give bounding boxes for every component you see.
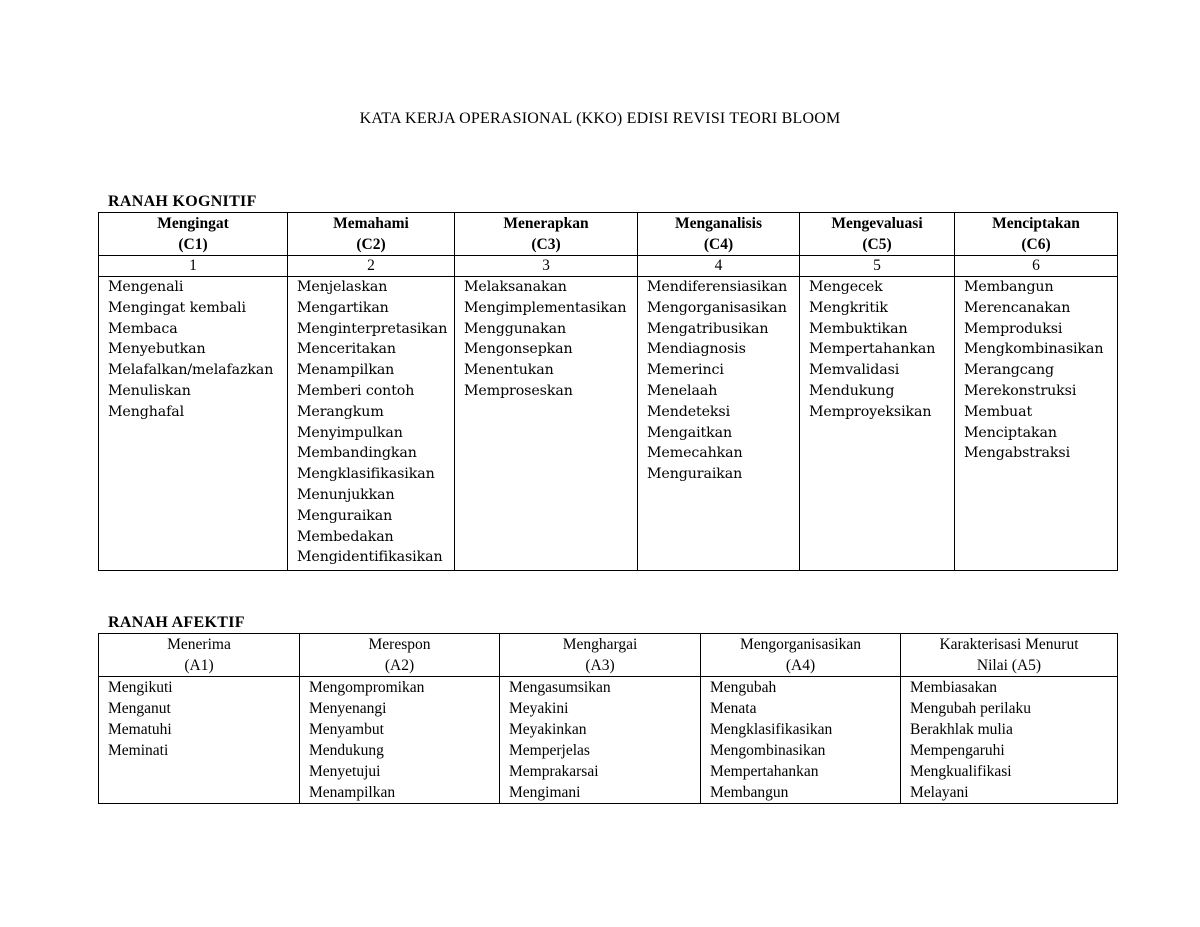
verb-item: Memproyeksikan: [809, 403, 932, 420]
verb-item: Mematuhi: [108, 721, 172, 738]
verb-item: Mengubah: [710, 679, 777, 696]
level-code: (C5): [862, 236, 892, 253]
verb-item: Melaksanakan: [464, 279, 567, 295]
column-number: 6: [955, 256, 1118, 277]
verb-item: Menguraikan: [297, 507, 393, 524]
verb-item: Merencanakan: [964, 299, 1071, 316]
level-code: (C4): [703, 236, 734, 253]
verb-item: Mengklasifikasikan: [297, 466, 435, 483]
afektif-verbs-row: [99, 677, 1118, 804]
verb-item: Mengkualifikasi: [910, 763, 1012, 780]
verb-item: Mengidentifikasikan: [297, 549, 443, 566]
afektif-section-heading: RANAH AFEKTIF: [108, 614, 245, 631]
verb-item: Menciptakan: [964, 424, 1057, 441]
verb-item: Menginterpretasikan: [297, 320, 448, 337]
verb-list-c5: [800, 277, 955, 571]
verb-item: Menelaah: [647, 382, 718, 399]
verb-item: Memvalidasi: [809, 362, 900, 379]
verb-item: Membiasakan: [910, 679, 997, 696]
verb-item: Mengkombinasikan: [964, 341, 1104, 358]
verb-item: Mengatribusikan: [647, 320, 769, 337]
verb-item: Meyakini: [509, 700, 569, 717]
verb-item: Membuktikan: [809, 320, 908, 337]
verb-list-a2: [300, 677, 500, 804]
verb-item: Berakhlak mulia: [910, 721, 1013, 738]
verb-item: Mengubah perilaku: [910, 700, 1031, 717]
kognitif-verbs-row: [99, 277, 1118, 571]
level-code: (A4): [785, 657, 816, 674]
verb-item: Membaca: [108, 320, 178, 337]
kognitif-header-c2: [288, 213, 455, 256]
verb-item: Menampilkan: [309, 784, 396, 801]
afektif-header-row: [99, 634, 1118, 677]
verb-item: Meminati: [108, 742, 169, 759]
verb-item: Membandingkan: [297, 445, 417, 462]
verb-list-c1: [99, 277, 288, 571]
level-code: Nilai (A5): [976, 657, 1042, 674]
afektif-header-a1: [99, 634, 300, 677]
verb-item: Menunjukkan: [297, 486, 395, 503]
level-name: Mengevaluasi: [831, 215, 923, 232]
verb-list-c6: [955, 277, 1118, 571]
verb-item: Menyambut: [309, 721, 384, 738]
verb-item: Mengartikan: [297, 299, 389, 316]
verb-item: Mengimplementasikan: [464, 299, 627, 316]
level-name: Menganalisis: [675, 215, 762, 232]
verb-item: Merangkum: [297, 403, 384, 420]
column-number: 5: [800, 256, 955, 277]
verb-item: Menata: [710, 700, 757, 717]
page-title: KATA KERJA OPERASIONAL (KKO) EDISI REVISI TEORI BLOOM: [359, 110, 841, 127]
verb-item: Mengompromikan: [309, 679, 425, 696]
level-code: (C6): [1021, 236, 1051, 253]
verb-item: Menyimpulkan: [297, 424, 403, 441]
verb-item: Memprakarsai: [509, 763, 599, 780]
verb-item: Mengabstraksi: [964, 445, 1071, 462]
verb-item: Menuliskan: [108, 382, 191, 399]
verb-item: Memproduksi: [964, 320, 1063, 337]
verb-item: Mengonsepkan: [464, 341, 573, 358]
verb-item: Mempengaruhi: [910, 742, 1005, 759]
column-number: 1: [99, 256, 288, 277]
afektif-header-a4: [701, 634, 901, 677]
verb-item: Menceritakan: [297, 341, 396, 358]
level-code: (C1): [178, 236, 208, 253]
verb-item: Mengingat kembali: [108, 299, 246, 316]
level-code: (C2): [356, 236, 386, 253]
verb-item: Mengecek: [809, 279, 883, 295]
verb-item: Memperjelas: [509, 742, 590, 759]
afektif-header-a2: [300, 634, 500, 677]
level-name: Karakterisasi Menurut: [939, 636, 1079, 653]
column-number: 3: [455, 256, 638, 277]
level-name: Menciptakan: [992, 215, 1080, 232]
verb-item: Mengikuti: [108, 679, 173, 696]
verb-item: Mengklasifikasikan: [710, 721, 833, 738]
kognitif-header-c1: [99, 213, 288, 256]
level-name: Memahami: [333, 215, 409, 232]
level-code: (A2): [384, 657, 415, 674]
verb-list-a3: [500, 677, 701, 804]
verb-item: Mengimani: [509, 784, 581, 801]
verb-item: Mendeteksi: [647, 403, 731, 420]
verb-item: Mempertahankan: [710, 763, 819, 780]
column-number: 4: [638, 256, 800, 277]
kognitif-section-heading: RANAH KOGNITIF: [108, 193, 257, 210]
level-name: Menerapkan: [503, 215, 589, 232]
verb-item: Mengasumsikan: [509, 679, 611, 696]
verb-item: Menampilkan: [297, 362, 395, 379]
verb-item: Membangun: [710, 784, 789, 801]
verb-item: Menjelaskan: [297, 279, 388, 295]
verb-item: Mengkritik: [809, 299, 888, 316]
kognitif-header-c4: [638, 213, 800, 256]
level-code: (A3): [585, 657, 615, 674]
level-name: Mengingat: [157, 215, 229, 232]
level-name: Merespon: [368, 636, 431, 653]
verb-item: Merekonstruksi: [964, 382, 1077, 399]
level-name: Menerima: [167, 636, 231, 653]
kognitif-header-c5: [800, 213, 955, 256]
verb-item: Menghafal: [108, 403, 185, 420]
verb-item: Menyebutkan: [108, 341, 206, 358]
verb-list-a1: [99, 677, 300, 804]
level-code: (C3): [531, 236, 561, 253]
verb-item: Membuat: [964, 403, 1033, 420]
verb-item: Menentukan: [464, 362, 554, 379]
verb-item: Mempertahankan: [809, 341, 936, 358]
verb-item: Mendukung: [309, 742, 384, 759]
verb-item: Mendiagnosis: [647, 341, 746, 358]
kognitif-header-c3: [455, 213, 638, 256]
afektif-header-a3: [500, 634, 701, 677]
verb-list-a5: [901, 677, 1118, 804]
verb-item: Menyenangi: [309, 700, 387, 717]
verb-item: Memproseskan: [464, 382, 573, 399]
level-code: (A1): [184, 657, 214, 674]
verb-list-c3: [455, 277, 638, 571]
verb-list-c4: [638, 277, 800, 571]
verb-item: Mendiferensiasikan: [647, 279, 788, 295]
verb-item: Membedakan: [297, 528, 394, 545]
kognitif-table: [98, 212, 1118, 571]
verb-item: Menggunakan: [464, 320, 567, 337]
verb-item: Membangun: [964, 279, 1054, 295]
verb-item: Melayani: [910, 784, 969, 801]
verb-item: Merangcang: [964, 362, 1055, 379]
level-name: Mengorganisasikan: [739, 636, 862, 653]
verb-item: Mengombinasikan: [710, 742, 826, 759]
verb-item: Menguraikan: [647, 466, 743, 483]
verb-item: Meyakinkan: [509, 721, 587, 738]
kognitif-header-row: [99, 213, 1118, 256]
afektif-table: [98, 633, 1118, 804]
afektif-header-a5: [901, 634, 1118, 677]
verb-list-a4: [701, 677, 901, 804]
column-number: 2: [288, 256, 455, 277]
verb-item: Mengenali: [108, 279, 184, 295]
verb-item: Memerinci: [647, 362, 724, 379]
verb-item: Memberi contoh: [297, 382, 415, 399]
verb-item: Menganut: [108, 700, 171, 717]
level-name: Menghargai: [562, 636, 638, 653]
verb-list-c2: [288, 277, 455, 571]
verb-item: Memecahkan: [647, 445, 743, 462]
verb-item: Menyetujui: [309, 763, 381, 780]
kognitif-number-row: [99, 256, 1118, 277]
kognitif-header-c6: [955, 213, 1118, 256]
verb-item: Mengorganisasikan: [647, 299, 787, 316]
verb-item: Mendukung: [809, 382, 895, 399]
verb-item: Melafalkan/melafazkan: [108, 362, 274, 379]
verb-item: Mengaitkan: [647, 424, 733, 441]
